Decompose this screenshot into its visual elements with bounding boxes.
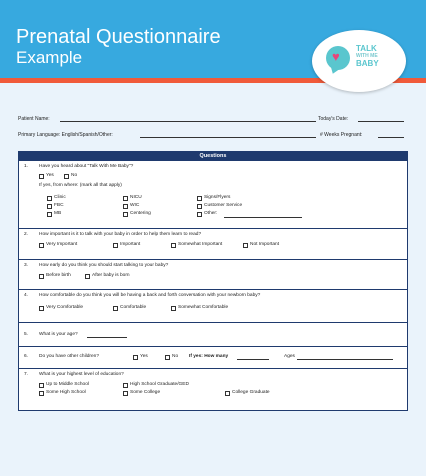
q2-option-checkbox[interactable] <box>113 243 118 248</box>
q3-option-after-born: After baby is born <box>92 273 130 278</box>
q1-option-wic: WIC <box>130 203 140 208</box>
divider <box>19 289 407 290</box>
q6-yes-label: Yes <box>140 354 148 359</box>
q4-option-very-comfortable: Very Comfortable <box>46 305 84 310</box>
q1-other-field[interactable] <box>224 217 302 218</box>
q1-option-checkbox[interactable] <box>123 204 128 209</box>
speech-bubble-icon <box>326 46 350 70</box>
divider <box>19 228 407 229</box>
q3-option-before-birth: Before birth <box>46 273 71 278</box>
q1-number: 1. <box>24 164 29 169</box>
primary-language-field[interactable] <box>140 137 316 138</box>
q6-number: 6. <box>24 354 29 359</box>
q1-option-checkbox[interactable] <box>197 196 202 201</box>
q4-option-checkbox[interactable] <box>171 306 176 311</box>
q2-option-not-important: Not Important <box>250 242 280 247</box>
q6-text: Do you have other children? <box>39 354 99 359</box>
q6-no-checkbox[interactable] <box>165 355 170 360</box>
q1-option-clinic: Clinic <box>54 195 66 200</box>
q4-option-checkbox[interactable] <box>113 306 118 311</box>
q1-option-checkbox[interactable] <box>47 204 52 209</box>
q1-option-checkbox[interactable] <box>197 204 202 209</box>
q3-text: How early do you think you should start talking to your baby? <box>39 263 169 268</box>
q1-yes-label: Yes <box>46 173 54 178</box>
divider <box>19 322 407 323</box>
q2-option-somewhat-important: Somewhat Important <box>178 242 223 247</box>
q2-option-very-important: Very Important <box>46 242 78 247</box>
page-title: Prenatal Questionnaire <box>16 26 221 48</box>
q7-text: What is your highest level of education? <box>39 372 124 377</box>
questions-table <box>18 151 408 411</box>
q7-option-some-high-school: Some High School <box>46 390 86 395</box>
q2-option-checkbox[interactable] <box>39 243 44 248</box>
q1-option-checkbox[interactable] <box>123 212 128 217</box>
todays-date-field[interactable] <box>358 121 404 122</box>
q1-option-checkbox[interactable] <box>47 212 52 217</box>
q2-option-checkbox[interactable] <box>171 243 176 248</box>
q4-option-checkbox[interactable] <box>39 306 44 311</box>
divider <box>19 259 407 260</box>
q3-number: 3. <box>24 263 29 268</box>
q5-age-field[interactable] <box>87 337 127 338</box>
q7-option-some-college: Some College <box>130 390 161 395</box>
q7-option-checkbox[interactable] <box>39 383 44 388</box>
q1-option-nicu: NICU <box>130 195 142 200</box>
q1-yes-checkbox[interactable] <box>39 174 44 179</box>
q7-option-checkbox[interactable] <box>123 391 128 396</box>
q2-option-checkbox[interactable] <box>243 243 248 248</box>
q7-option-checkbox[interactable] <box>123 383 128 388</box>
q2-number: 2. <box>24 232 29 237</box>
q1-text: Have you heard about "Talk With Me Baby"? <box>39 164 134 169</box>
weeks-pregnant-label: # Weeks Pregnant: <box>320 132 363 138</box>
q4-number: 4. <box>24 293 29 298</box>
questions-header: Questions <box>19 152 407 161</box>
primary-language-label: Primary Language: English/Spanish/Other: <box>18 132 113 138</box>
q1-option-checkbox[interactable] <box>123 196 128 201</box>
q1-option-fbc: FBC <box>54 203 64 208</box>
q1-option-checkbox[interactable] <box>197 212 202 217</box>
heart-icon: ♥ <box>332 49 340 64</box>
q4-option-comfortable: Comfortable <box>120 305 147 310</box>
q7-option-high-school-graduate: High School Graduate/GED <box>130 382 189 387</box>
q4-text: How comfortable do you think you will be having a back and forth conversation with your newborn baby? <box>39 293 261 298</box>
page-subtitle: Example <box>16 48 83 67</box>
todays-date-label: Today's Date: <box>318 116 349 122</box>
q1-no-label: No <box>71 173 78 178</box>
patient-name-field[interactable] <box>60 121 316 122</box>
q5-number: 5. <box>24 332 29 337</box>
q1-option-signs-flyers: Signs/Flyers <box>204 195 231 200</box>
q2-text: How important is it to talk with your baby in order to help them learn to read? <box>39 232 202 237</box>
q6-ages-label: Ages <box>284 354 295 359</box>
q1-followup: If yes, from where: (mark all that apply) <box>39 183 122 188</box>
q7-option-college-graduate: College Graduate <box>232 390 270 395</box>
q3-option-checkbox[interactable] <box>85 274 90 279</box>
q2-option-important: Important <box>120 242 141 247</box>
patient-name-label: Patient Name: <box>18 116 50 122</box>
q1-option-mb: MB <box>54 211 62 216</box>
q7-option-checkbox[interactable] <box>39 391 44 396</box>
q6-ages-field[interactable] <box>297 359 393 360</box>
q1-option-customer-service: Customer Service <box>204 203 243 208</box>
q5-text: What is your age? <box>39 332 78 337</box>
q6-no-label: No <box>172 354 179 359</box>
q1-no-checkbox[interactable] <box>64 174 69 179</box>
q1-option-checkbox[interactable] <box>47 196 52 201</box>
q3-option-checkbox[interactable] <box>39 274 44 279</box>
logo-text: TALK WITH ME BABY <box>356 44 379 68</box>
q6-how-many-label: If yes: How many <box>189 354 229 359</box>
q7-option-checkbox[interactable] <box>225 391 230 396</box>
divider <box>19 346 407 347</box>
q6-how-many-field[interactable] <box>237 359 269 360</box>
q7-number: 7. <box>24 372 29 377</box>
q4-option-somewhat-comfortable: Somewhat Comfortable <box>178 305 229 310</box>
q1-option-other: Other: <box>204 211 218 216</box>
q1-option-centering: Centering <box>130 211 151 216</box>
divider <box>19 368 407 369</box>
q6-yes-checkbox[interactable] <box>133 355 138 360</box>
talk-with-me-baby-logo <box>312 30 406 92</box>
weeks-pregnant-field[interactable] <box>378 137 404 138</box>
q7-option-up-to-middle-school: Up to Middle School <box>46 382 89 387</box>
